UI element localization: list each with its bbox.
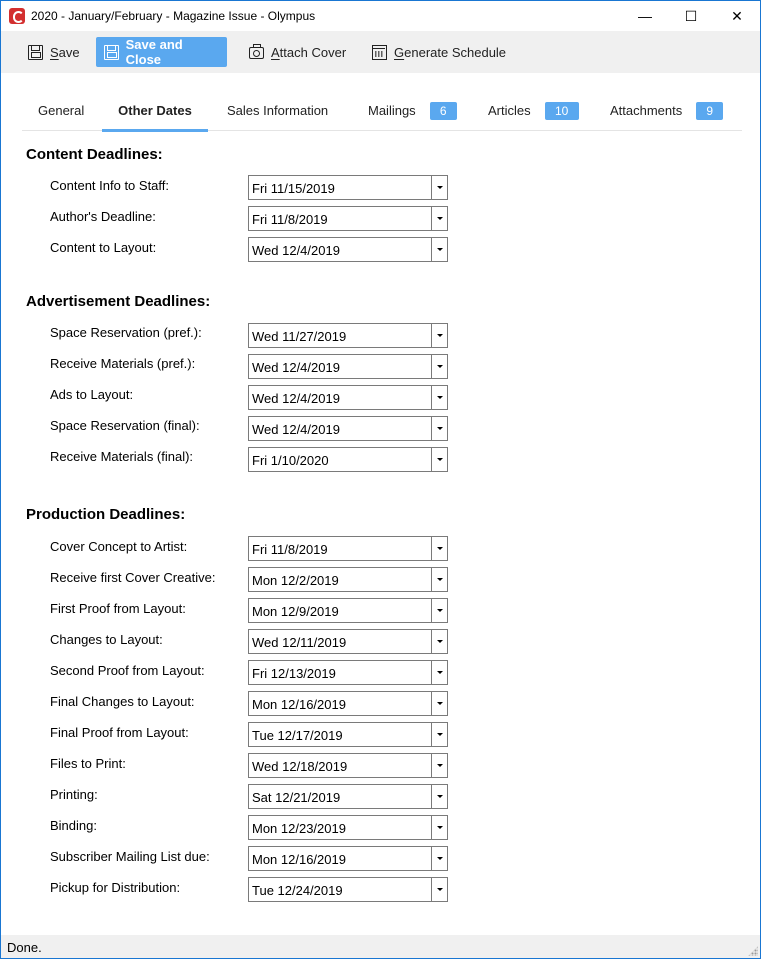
toolbar bbox=[1, 31, 760, 73]
content-info-to-staff-date-picker[interactable] bbox=[248, 175, 448, 200]
first-proof-from-layout-date-picker[interactable] bbox=[248, 598, 448, 623]
date-value: Tue 12/24/2019 bbox=[252, 883, 343, 898]
date-value: Wed 12/4/2019 bbox=[252, 391, 340, 406]
receive-first-cover-creative-date-picker[interactable] bbox=[248, 567, 448, 592]
save-icon bbox=[28, 45, 43, 60]
dropdown-arrow-icon[interactable] bbox=[431, 568, 447, 591]
dropdown-arrow-icon[interactable] bbox=[431, 816, 447, 839]
receive-materials-pref-date-picker[interactable] bbox=[248, 354, 448, 379]
dropdown-arrow-icon[interactable] bbox=[431, 754, 447, 777]
date-value: Wed 12/4/2019 bbox=[252, 422, 340, 437]
date-value: Wed 12/4/2019 bbox=[252, 243, 340, 258]
receive-materials-pref-label: Receive Materials (pref.): bbox=[50, 356, 196, 371]
dropdown-arrow-icon[interactable] bbox=[431, 386, 447, 409]
dropdown-arrow-icon[interactable] bbox=[431, 537, 447, 560]
generate-schedule-label: Generate Schedule bbox=[394, 44, 507, 60]
dropdown-arrow-icon[interactable] bbox=[431, 599, 447, 622]
dropdown-arrow-icon[interactable] bbox=[431, 448, 447, 471]
save-and-close-label: Save and Close bbox=[125, 37, 183, 67]
date-value: Wed 12/4/2019 bbox=[252, 360, 340, 375]
dropdown-arrow-icon[interactable] bbox=[431, 417, 447, 440]
dropdown-arrow-icon[interactable] bbox=[431, 661, 447, 684]
space-reservation-pref-label: Space Reservation (pref.): bbox=[50, 325, 202, 340]
authors-deadline-date-picker[interactable] bbox=[248, 206, 448, 231]
pickup-for-distribution-label: Pickup for Distribution: bbox=[50, 880, 181, 895]
content-info-to-staff-label: Content Info to Staff: bbox=[50, 178, 170, 193]
content-to-layout-date-picker[interactable] bbox=[248, 237, 448, 262]
save-and-close-button[interactable] bbox=[96, 37, 227, 67]
maximize-button[interactable]: ☐ bbox=[684, 7, 698, 24]
save-icon bbox=[104, 45, 119, 60]
subscriber-mailing-list-due-label: Subscriber Mailing List due: bbox=[50, 849, 210, 864]
date-value: Mon 12/23/2019 bbox=[252, 821, 346, 836]
tab-attachments-label: Attachments bbox=[610, 103, 683, 118]
printing-label: Printing: bbox=[50, 787, 98, 802]
date-value: Fri 11/15/2019 bbox=[252, 181, 335, 196]
status-bar bbox=[1, 935, 760, 958]
mailings-count-badge: 6 bbox=[430, 102, 457, 120]
tab-general[interactable]: General bbox=[38, 103, 85, 118]
subscriber-mailing-list-due-date-picker[interactable] bbox=[248, 846, 448, 871]
app-logo-icon bbox=[9, 8, 25, 24]
close-button[interactable]: ✕ bbox=[731, 7, 743, 24]
tab-bar bbox=[22, 93, 742, 131]
articles-count-badge: 10 bbox=[545, 102, 579, 120]
dropdown-arrow-icon[interactable] bbox=[431, 355, 447, 378]
date-value: Fri 12/13/2019 bbox=[252, 666, 336, 681]
dropdown-arrow-icon[interactable] bbox=[431, 878, 447, 901]
second-proof-from-layout-label: Second Proof from Layout: bbox=[50, 663, 205, 678]
final-proof-from-layout-date-picker[interactable] bbox=[248, 722, 448, 747]
tab-mailings[interactable] bbox=[368, 93, 457, 131]
attach-cover-button[interactable] bbox=[241, 37, 354, 67]
dropdown-arrow-icon[interactable] bbox=[431, 785, 447, 808]
space-reservation-final-label: Space Reservation (final): bbox=[50, 418, 200, 433]
cover-concept-to-artist-date-picker[interactable] bbox=[248, 536, 448, 561]
generate-schedule-button[interactable] bbox=[364, 37, 514, 67]
files-to-print-date-picker[interactable] bbox=[248, 753, 448, 778]
second-proof-from-layout-date-picker[interactable] bbox=[248, 660, 448, 685]
final-changes-to-layout-date-picker[interactable] bbox=[248, 691, 448, 716]
camera-icon bbox=[249, 47, 264, 59]
tab-other-dates[interactable]: Other Dates bbox=[102, 93, 208, 131]
minimize-button[interactable]: — bbox=[638, 8, 652, 24]
dropdown-arrow-icon[interactable] bbox=[431, 238, 447, 261]
date-value: Wed 12/11/2019 bbox=[252, 635, 347, 650]
cover-concept-to-artist-label: Cover Concept to Artist: bbox=[50, 539, 188, 554]
tab-sales-information[interactable]: Sales Information bbox=[227, 103, 329, 118]
dropdown-arrow-icon[interactable] bbox=[431, 176, 447, 199]
content-deadlines-heading: Content Deadlines: bbox=[26, 146, 163, 163]
tab-mailings-label: Mailings bbox=[368, 103, 416, 118]
date-value: Wed 11/27/2019 bbox=[252, 329, 347, 344]
save-label: Save bbox=[50, 44, 80, 60]
title-bar[interactable] bbox=[1, 1, 760, 31]
binding-date-picker[interactable] bbox=[248, 815, 448, 840]
save-button[interactable] bbox=[20, 37, 88, 67]
date-value: Tue 12/17/2019 bbox=[252, 728, 343, 743]
date-value: Fri 11/8/2019 bbox=[252, 212, 328, 227]
advertisement-deadlines-heading: Advertisement Deadlines: bbox=[26, 293, 211, 310]
production-deadlines-heading: Production Deadlines: bbox=[26, 506, 186, 523]
resize-grip-icon[interactable] bbox=[748, 946, 758, 956]
tab-attachments[interactable] bbox=[610, 93, 723, 131]
dropdown-arrow-icon[interactable] bbox=[431, 324, 447, 347]
space-reservation-pref-date-picker[interactable] bbox=[248, 323, 448, 348]
final-proof-from-layout-label: Final Proof from Layout: bbox=[50, 725, 189, 740]
dropdown-arrow-icon[interactable] bbox=[431, 207, 447, 230]
dropdown-arrow-icon[interactable] bbox=[431, 847, 447, 870]
tab-articles[interactable] bbox=[488, 93, 579, 131]
tab-articles-label: Articles bbox=[488, 103, 531, 118]
date-value: Mon 12/16/2019 bbox=[252, 697, 346, 712]
date-value: Mon 12/16/2019 bbox=[252, 852, 346, 867]
receive-first-cover-creative-label: Receive first Cover Creative: bbox=[50, 570, 216, 585]
date-value: Mon 12/2/2019 bbox=[252, 573, 339, 588]
attachments-count-badge: 9 bbox=[696, 102, 723, 120]
date-value: Sat 12/21/2019 bbox=[252, 790, 341, 805]
final-changes-to-layout-label: Final Changes to Layout: bbox=[50, 694, 195, 709]
changes-to-layout-label: Changes to Layout: bbox=[50, 632, 163, 647]
files-to-print-label: Files to Print: bbox=[50, 756, 126, 771]
dropdown-arrow-icon[interactable] bbox=[431, 630, 447, 653]
attach-cover-label: Attach Cover bbox=[271, 44, 347, 60]
status-text: Done. bbox=[7, 940, 42, 955]
date-value: Fri 11/8/2019 bbox=[252, 542, 328, 557]
printing-date-picker[interactable] bbox=[248, 784, 448, 809]
ads-to-layout-label: Ads to Layout: bbox=[50, 387, 134, 402]
date-value: Mon 12/9/2019 bbox=[252, 604, 339, 619]
changes-to-layout-date-picker[interactable] bbox=[248, 629, 448, 654]
space-reservation-final-date-picker[interactable] bbox=[248, 416, 448, 441]
date-value: Wed 12/18/2019 bbox=[252, 759, 348, 774]
ads-to-layout-date-picker[interactable] bbox=[248, 385, 448, 410]
receive-materials-final-date-picker[interactable] bbox=[248, 447, 448, 472]
window-title: 2020 - January/February - Magazine Issue - Olympus bbox=[31, 9, 316, 23]
authors-deadline-label: Author's Deadline: bbox=[50, 209, 156, 224]
pickup-for-distribution-date-picker[interactable] bbox=[248, 877, 448, 902]
content-to-layout-label: Content to Layout: bbox=[50, 240, 157, 255]
binding-label: Binding: bbox=[50, 818, 97, 833]
receive-materials-final-label: Receive Materials (final): bbox=[50, 449, 194, 464]
dropdown-arrow-icon[interactable] bbox=[431, 723, 447, 746]
dropdown-arrow-icon[interactable] bbox=[431, 692, 447, 715]
first-proof-from-layout-label: First Proof from Layout: bbox=[50, 601, 186, 616]
calendar-icon bbox=[372, 45, 387, 60]
date-value: Fri 1/10/2020 bbox=[252, 453, 329, 468]
